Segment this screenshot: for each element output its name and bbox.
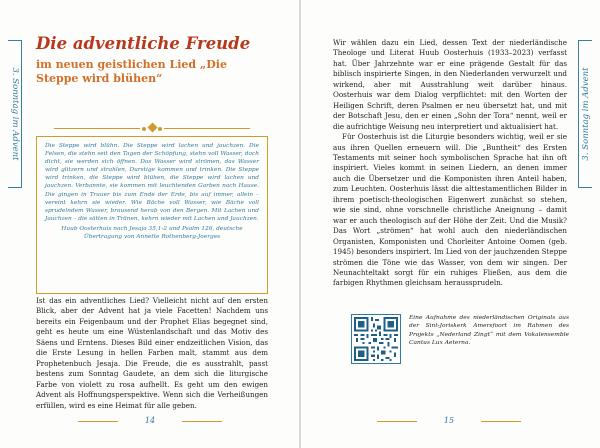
right-page (301, 0, 600, 448)
paragraph: Für Oosterhuis ist die Liturgie besonders wichtig, weil er sie aus ihren Quellen erneuern will. Die „Buntheit“ des Ersten Testaments mit seiner hoch symbolischen Sprache hat ihn oft inspiriert. Vieles kommt in seinen Liedern, an denen immer auch die Übersetzer und die Komponisten ihren Anteil haben, zum Leuchten. Oosterhuis lässt die alttestamentlichen Bilder in ihrem poetisch-theologischen Eigenwert zunächst so stehen, wie sie sind, ohne vorschnelle christliche Aneignung – damit war er auch theologisch auf der Höhe der Zeit. Und die Musik? Das Wort „strömen“ hat wohl auch den niederländischen Organisten, Komponisten und Chorleiter Antoine Oomen (geb. 1945) besonders inspiriert. Im Lied von der jauchzenden Steppe strömen die Töne wie das Wasser, von dem wir singen. Der Neunachteltakt sorgt für ein ruhiges Fließen, aus dem die farbigen Rhythmen gleichsam heraussprudeln. (333, 132, 567, 288)
song-quote-box (36, 136, 268, 294)
song-lyrics: Die Steppe wird blühn. Die Steppe wird lachen und jauchzen. Die Felsen, die stehn seit den Tagen der Schöpfung, stehn voll Wasser, doch dicht, sie werden sich öffnen. Das Wasser wird strömen, das Wasser wird glitzern und strahlen, Durstige kommen und trinken. Die Steppe wird trinken, die Steppe wird blühen, die Steppe wird lachen und jauchzen. Verbannte, sie kommen mit leuchtenden Garben nach Hause. Die gingen in Trauer bis zum Ende der Erde, bis auf immer, allein – vereint kehrn sie wieder. Wie Bäche voll Wasser, wie Bäche voll sprudelndem Wasser, brausend herab von den Bergen. Mit Lachen und Jauchzen – die sätten in Tränen, kehrn wieder mit Lachen und Jauchzen. (45, 143, 259, 222)
page-number: 14 (144, 416, 156, 425)
paragraph: Wir wählen dazu ein Lied, dessen Text der niederländische Theologe und Literat Huub Oosterhuis (1933–2023) verfasst hat. Über Jahrzehnte war er eine prägende Gestalt für das biblisch inspirierte Singen, in den Niederlanden verwurzelt und wirkend, aber mit Ausstrahlung weit darüber hinaus. Oosterhuis war dem Dialog verpflichtet: mit den Worten der Heiligen Schrift, deren Psalmen er neu übersetzt hat, und mit der Botschaft Jesu, den er einen „Sohn der Tora“ nennt, weil er die aufrichtige Weisung neu interpretiert und aktualisiert hat. (333, 38, 567, 131)
chapter-subtitle: im neuen geistlichen Lied „Die Steppe wird blühen“ (36, 58, 227, 85)
body-text (36, 296, 268, 411)
page-number: 15 (443, 416, 455, 425)
qr-caption: Eine Aufnahme des niederländischen Originals aus der Sint-Joriskerk Amersfoort im Rahmen des Projekts „Nederland Zingt“ mit dem Vokalensemble Cantus Lux Aeterna. (409, 315, 569, 347)
qr-code-icon[interactable] (351, 314, 401, 364)
left-page (0, 0, 299, 448)
section-tab (578, 40, 592, 188)
section-tab (8, 40, 22, 188)
body-text (333, 38, 567, 289)
quote-source: Huub Oosterhuis nach Jesaja 35,1-2 und Psalm 126, deutsche Übertragung von Annette Rothenberg-Joerges (61, 225, 243, 241)
top-ornament-icon (54, 124, 250, 132)
chapter-title: Die adventliche Freude (36, 34, 251, 53)
paragraph: Ist das ein adventliches Lied? Vielleicht nicht auf den ersten Blick, aber der Advent hat ja viele Facetten! Nachdem uns bereits ein Feigenbaum und der Prophet Elias begegnet sind, geht es heute um eine Wüstenlandschaft und das Motiv des Säens und Erntens. Dieses Bild einer endzeitlichen Vision, das die Erste Lesung in hellen Farben malt, stammt aus dem Prophetenbuch Jesaja. Die Freude, die es ausstrahlt, passt bestens zum Sonntag Gaudete, an dem sich die liturgische Farbe von violett zu rosa aufhellt. Es geht um den ewigen Advent als Hoffnungsperspektive. Wenn sich die Verheißungen erfüllen, wird es eine Heimat für alle geben. (36, 296, 268, 410)
section-tab-label: 3. Sonntag im Advent (580, 67, 591, 161)
section-tab-label: 3. Sonntag im Advent (9, 67, 20, 161)
